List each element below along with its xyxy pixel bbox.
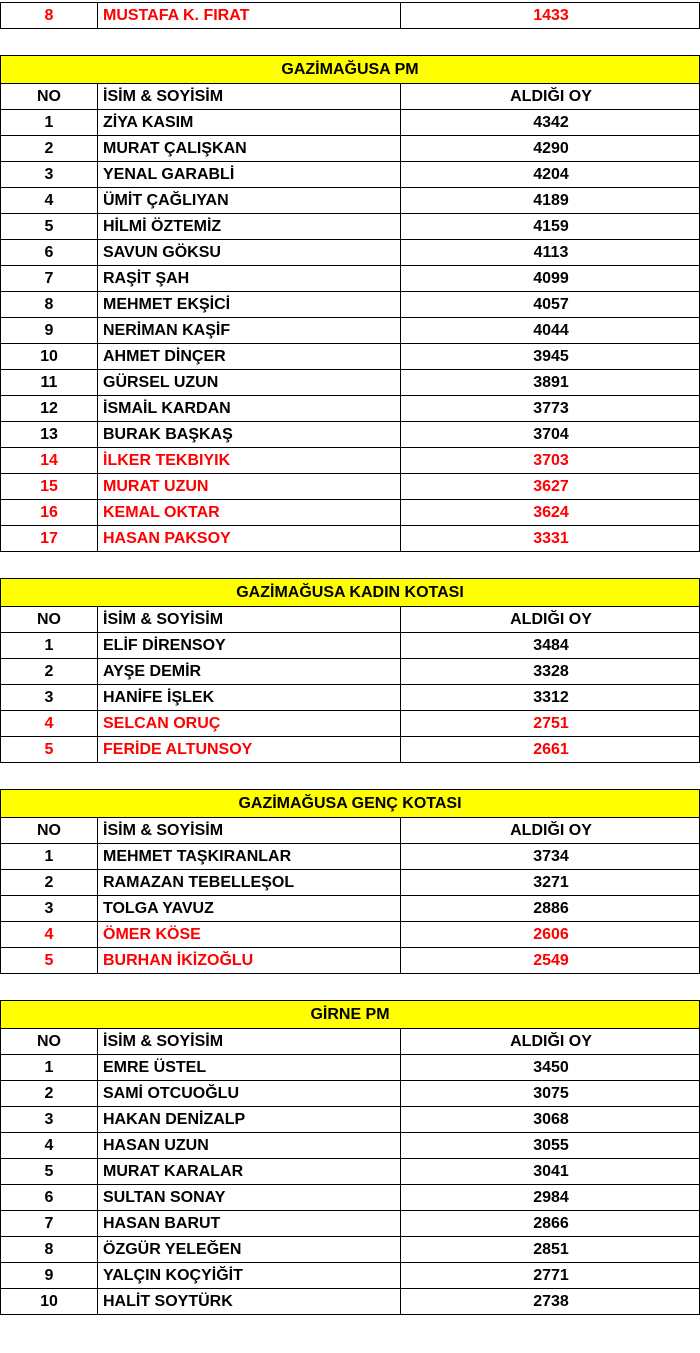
column-header-votes: ALDIĞI OY xyxy=(510,87,592,105)
row-number: 8 xyxy=(1,3,98,28)
column-header-name: İSİM & SOYİSİM xyxy=(98,607,401,632)
row-number: 7 xyxy=(1,266,98,291)
vote-count: 1433 xyxy=(533,6,569,24)
row-number: 9 xyxy=(1,1263,98,1288)
candidate-name: ÖMER KÖSE xyxy=(98,922,401,947)
row-number: 5 xyxy=(1,737,98,762)
table-row xyxy=(0,109,700,136)
candidate-name: HASAN BARUT xyxy=(98,1211,401,1236)
candidate-name: KEMAL OKTAR xyxy=(98,500,401,525)
row-number: 16 xyxy=(1,500,98,525)
candidate-name: ÖZGÜR YELEĞEN xyxy=(98,1237,401,1262)
column-header-row xyxy=(0,83,700,110)
row-number: 14 xyxy=(1,448,98,473)
candidate-name: FERİDE ALTUNSOY xyxy=(98,737,401,762)
table-row xyxy=(0,1288,700,1315)
row-number: 13 xyxy=(1,422,98,447)
column-header-row xyxy=(0,1028,700,1055)
row-number: 5 xyxy=(1,948,98,973)
row-number: 1 xyxy=(1,633,98,658)
candidate-name: AYŞE DEMİR xyxy=(98,659,401,684)
candidate-name: MURAT UZUN xyxy=(98,474,401,499)
table-row xyxy=(0,187,700,214)
vote-count: 4113 xyxy=(533,243,569,261)
vote-count: 3331 xyxy=(533,529,569,547)
vote-count: 4290 xyxy=(533,139,569,157)
table-row xyxy=(0,421,700,448)
row-number: 3 xyxy=(1,162,98,187)
vote-count: 2606 xyxy=(533,925,569,943)
row-number: 3 xyxy=(1,896,98,921)
vote-count: 2851 xyxy=(533,1240,569,1258)
row-number: 6 xyxy=(1,240,98,265)
column-header-name: İSİM & SOYİSİM xyxy=(98,84,401,109)
candidate-name: BURAK BAŞKAŞ xyxy=(98,422,401,447)
candidate-name: HASAN PAKSOY xyxy=(98,526,401,551)
candidate-name: AHMET DİNÇER xyxy=(98,344,401,369)
section-title: GİRNE PM xyxy=(0,1000,700,1029)
candidate-name: HALİT SOYTÜRK xyxy=(98,1289,401,1314)
row-number: 6 xyxy=(1,1185,98,1210)
candidate-name: MUSTAFA K. FIRAT xyxy=(98,3,401,28)
row-number: 4 xyxy=(1,922,98,947)
table-row xyxy=(0,1054,700,1081)
vote-count: 2738 xyxy=(533,1292,569,1310)
vote-count: 3312 xyxy=(533,688,569,706)
vote-count: 3734 xyxy=(533,847,569,865)
vote-count: 3055 xyxy=(533,1136,569,1154)
table-row xyxy=(0,1132,700,1159)
table-row xyxy=(0,947,700,974)
table-row xyxy=(0,343,700,370)
table-row xyxy=(0,869,700,896)
column-header-votes: ALDIĞI OY xyxy=(510,610,592,628)
column-header-no: NO xyxy=(1,1029,98,1054)
row-number: 10 xyxy=(1,344,98,369)
candidate-name: RAMAZAN TEBELLEŞOL xyxy=(98,870,401,895)
table-row xyxy=(0,632,700,659)
vote-count: 3624 xyxy=(533,503,569,521)
row-number: 4 xyxy=(1,1133,98,1158)
table-row xyxy=(0,447,700,474)
vote-count: 4057 xyxy=(533,295,569,313)
table-row xyxy=(0,1262,700,1289)
candidate-name: HAKAN DENİZALP xyxy=(98,1107,401,1132)
section-title: GAZİMAĞUSA KADIN KOTASI xyxy=(0,578,700,607)
candidate-name: ÜMİT ÇAĞLIYAN xyxy=(98,188,401,213)
vote-count: 3773 xyxy=(533,399,569,417)
vote-count: 2771 xyxy=(533,1266,569,1284)
table-row xyxy=(0,499,700,526)
row-number: 2 xyxy=(1,659,98,684)
vote-count: 3484 xyxy=(533,636,569,654)
row-number: 1 xyxy=(1,1055,98,1080)
candidate-name: YENAL GARABLİ xyxy=(98,162,401,187)
candidate-name: NERİMAN KAŞİF xyxy=(98,318,401,343)
candidate-name: ELİF DİRENSOY xyxy=(98,633,401,658)
vote-count: 3891 xyxy=(533,373,569,391)
candidate-name: ZİYA KASIM xyxy=(98,110,401,135)
candidate-name: BURHAN İKİZOĞLU xyxy=(98,948,401,973)
column-header-no: NO xyxy=(1,607,98,632)
row-number: 9 xyxy=(1,318,98,343)
table-row xyxy=(0,1210,700,1237)
candidate-name: TOLGA YAVUZ xyxy=(98,896,401,921)
section-title: GAZİMAĞUSA PM xyxy=(0,55,700,84)
row-number: 2 xyxy=(1,1081,98,1106)
candidate-name: YALÇIN KOÇYİĞİT xyxy=(98,1263,401,1288)
table-row xyxy=(0,291,700,318)
vote-count: 3450 xyxy=(533,1058,569,1076)
vote-count: 4159 xyxy=(533,217,569,235)
candidate-name: MURAT ÇALIŞKAN xyxy=(98,136,401,161)
row-number: 8 xyxy=(1,292,98,317)
column-header-no: NO xyxy=(1,84,98,109)
row-number: 11 xyxy=(1,370,98,395)
vote-count: 4342 xyxy=(533,113,569,131)
candidate-name: MURAT KARALAR xyxy=(98,1159,401,1184)
candidate-name: HASAN UZUN xyxy=(98,1133,401,1158)
table-row xyxy=(0,710,700,737)
row-number: 3 xyxy=(1,685,98,710)
vote-count: 2661 xyxy=(533,740,569,758)
table-row xyxy=(0,658,700,685)
table-row xyxy=(0,395,700,422)
section-title: GAZİMAĞUSA GENÇ KOTASI xyxy=(0,789,700,818)
vote-count: 3068 xyxy=(533,1110,569,1128)
table-row xyxy=(0,525,700,552)
table-row xyxy=(0,213,700,240)
candidate-name: SULTAN SONAY xyxy=(98,1185,401,1210)
vote-count: 3328 xyxy=(533,662,569,680)
row-number: 15 xyxy=(1,474,98,499)
table-row xyxy=(0,684,700,711)
row-number: 5 xyxy=(1,214,98,239)
row-number: 8 xyxy=(1,1237,98,1262)
column-header-no: NO xyxy=(1,818,98,843)
table-row xyxy=(0,1080,700,1107)
vote-count: 4189 xyxy=(533,191,569,209)
row-number: 4 xyxy=(1,711,98,736)
candidate-name: HİLMİ ÖZTEMİZ xyxy=(98,214,401,239)
table-row xyxy=(0,1236,700,1263)
table-row xyxy=(0,161,700,188)
candidate-name: MEHMET EKŞİCİ xyxy=(98,292,401,317)
column-header-name: İSİM & SOYİSİM xyxy=(98,818,401,843)
row-number: 10 xyxy=(1,1289,98,1314)
candidate-name: MEHMET TAŞKIRANLAR xyxy=(98,844,401,869)
vote-count: 2751 xyxy=(533,714,569,732)
row-number: 1 xyxy=(1,110,98,135)
row-number: 12 xyxy=(1,396,98,421)
row-number: 1 xyxy=(1,844,98,869)
column-header-row xyxy=(0,606,700,633)
vote-count: 4204 xyxy=(533,165,569,183)
column-header-votes: ALDIĞI OY xyxy=(510,821,592,839)
vote-count: 3271 xyxy=(533,873,569,891)
row-number: 7 xyxy=(1,1211,98,1236)
table-row xyxy=(0,369,700,396)
row-number: 4 xyxy=(1,188,98,213)
candidate-name: EMRE ÜSTEL xyxy=(98,1055,401,1080)
vote-count: 2549 xyxy=(533,951,569,969)
table-row xyxy=(0,895,700,922)
table-row xyxy=(0,843,700,870)
column-header-row xyxy=(0,817,700,844)
vote-count: 2866 xyxy=(533,1214,569,1232)
candidate-name: HANİFE İŞLEK xyxy=(98,685,401,710)
table-row xyxy=(0,265,700,292)
row-number: 2 xyxy=(1,870,98,895)
candidate-name: SAMİ OTCUOĞLU xyxy=(98,1081,401,1106)
vote-count: 4044 xyxy=(533,321,569,339)
table-row xyxy=(0,473,700,500)
vote-count: 3041 xyxy=(533,1162,569,1180)
table-row xyxy=(0,1106,700,1133)
column-header-name: İSİM & SOYİSİM xyxy=(98,1029,401,1054)
vote-count: 3704 xyxy=(533,425,569,443)
column-header-votes: ALDIĞI OY xyxy=(510,1032,592,1050)
row-number: 3 xyxy=(1,1107,98,1132)
vote-count: 2886 xyxy=(533,899,569,917)
table-row xyxy=(0,317,700,344)
vote-count: 3945 xyxy=(533,347,569,365)
row-number: 2 xyxy=(1,136,98,161)
candidate-name: İSMAİL KARDAN xyxy=(98,396,401,421)
table-row xyxy=(0,736,700,763)
table-row xyxy=(0,1184,700,1211)
row-number: 5 xyxy=(1,1159,98,1184)
table-row xyxy=(0,921,700,948)
vote-count: 2984 xyxy=(533,1188,569,1206)
table-row xyxy=(0,2,700,29)
row-number: 17 xyxy=(1,526,98,551)
table-row xyxy=(0,135,700,162)
vote-count: 3703 xyxy=(533,451,569,469)
vote-count: 4099 xyxy=(533,269,569,287)
vote-count: 3075 xyxy=(533,1084,569,1102)
table-row xyxy=(0,239,700,266)
candidate-name: RAŞİT ŞAH xyxy=(98,266,401,291)
table-row xyxy=(0,1158,700,1185)
candidate-name: GÜRSEL UZUN xyxy=(98,370,401,395)
candidate-name: İLKER TEKBIYIK xyxy=(98,448,401,473)
vote-count: 3627 xyxy=(533,477,569,495)
candidate-name: SAVUN GÖKSU xyxy=(98,240,401,265)
candidate-name: SELCAN ORUÇ xyxy=(98,711,401,736)
